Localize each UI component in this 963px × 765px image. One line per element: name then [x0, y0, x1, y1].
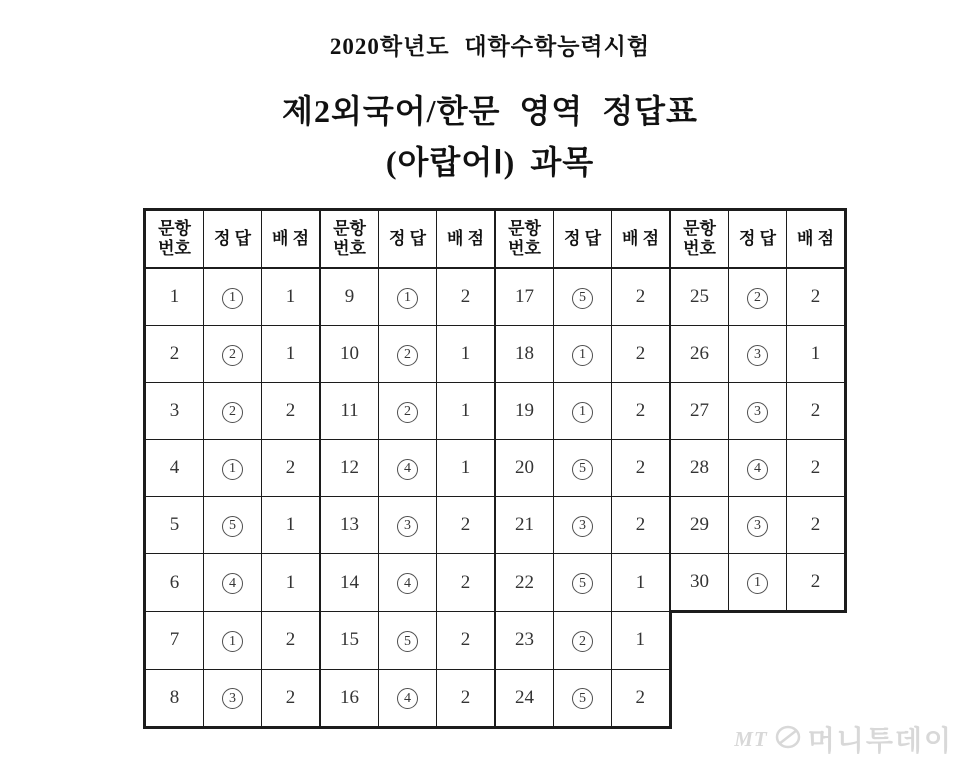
question-number-cell: 30 — [670, 554, 729, 612]
answer-choice-circle: 1 — [222, 288, 243, 309]
question-number-cell: 4 — [145, 440, 204, 497]
answer-choice-circle: 5 — [222, 516, 243, 537]
empty-cell — [729, 612, 787, 670]
header-points: 배 점 — [437, 210, 496, 269]
answer-choice-circle: 4 — [747, 459, 768, 480]
points-cell: 2 — [437, 612, 496, 670]
answer-cell — [729, 497, 787, 554]
points-cell: 2 — [262, 669, 321, 727]
question-number-cell: 19 — [495, 383, 554, 440]
header-question-no: 문항 번호 — [670, 210, 729, 269]
question-number-cell: 28 — [670, 440, 729, 497]
answer-cell — [379, 383, 437, 440]
table-header-row — [145, 210, 846, 269]
points-cell: 1 — [437, 326, 496, 383]
table-row — [145, 497, 846, 554]
question-number-cell: 12 — [320, 440, 379, 497]
answer-choice-circle: 2 — [397, 402, 418, 423]
answer-cell — [729, 440, 787, 497]
answer-cell — [379, 669, 437, 727]
answer-choice-circle: 5 — [572, 288, 593, 309]
header-points: 배 점 — [787, 210, 846, 269]
points-cell: 2 — [787, 268, 846, 326]
table-row — [145, 612, 846, 670]
moneytoday-logo-text: 머니투데이 — [807, 725, 953, 756]
question-number-cell: 8 — [145, 669, 204, 727]
points-cell: 1 — [612, 612, 671, 670]
points-cell: 1 — [787, 326, 846, 383]
answer-cell — [554, 497, 612, 554]
answer-cell — [204, 669, 262, 727]
question-number-cell: 11 — [320, 383, 379, 440]
header-question-no: 문항 번호 — [320, 210, 379, 269]
answer-choice-circle: 3 — [397, 516, 418, 537]
moneytoday-watermark — [734, 719, 953, 759]
answer-choice-circle: 1 — [747, 573, 768, 594]
answer-cell — [554, 669, 612, 727]
points-cell: 2 — [437, 268, 496, 326]
empty-cell — [670, 612, 729, 670]
answer-choice-circle: 2 — [222, 402, 243, 423]
question-number-cell: 6 — [145, 554, 204, 612]
answer-cell — [554, 268, 612, 326]
answer-cell — [379, 554, 437, 612]
question-number-cell: 10 — [320, 326, 379, 383]
answer-choice-circle: 2 — [222, 345, 243, 366]
answer-cell — [729, 268, 787, 326]
points-cell: 2 — [262, 383, 321, 440]
answer-cell — [379, 612, 437, 670]
question-number-cell: 29 — [670, 497, 729, 554]
answer-cell — [554, 326, 612, 383]
points-cell: 1 — [437, 440, 496, 497]
answer-choice-circle: 1 — [572, 345, 593, 366]
table-row — [145, 383, 846, 440]
points-cell: 2 — [437, 669, 496, 727]
answer-choice-circle: 3 — [747, 402, 768, 423]
answer-cell — [379, 440, 437, 497]
points-cell: 2 — [787, 554, 846, 612]
answer-choice-circle: 3 — [572, 516, 593, 537]
points-cell: 2 — [437, 497, 496, 554]
points-cell: 1 — [262, 326, 321, 383]
header-answer: 정 답 — [379, 210, 437, 269]
question-number-cell: 26 — [670, 326, 729, 383]
question-number-cell: 24 — [495, 669, 554, 727]
question-number-cell: 14 — [320, 554, 379, 612]
points-cell: 2 — [612, 326, 671, 383]
header-question-no: 문항 번호 — [145, 210, 204, 269]
answer-choice-circle: 1 — [397, 288, 418, 309]
mt-logo-text: MT — [734, 726, 768, 751]
answer-choice-circle: 4 — [397, 688, 418, 709]
question-number-cell: 7 — [145, 612, 204, 670]
points-cell: 2 — [612, 268, 671, 326]
question-number-cell: 25 — [670, 268, 729, 326]
question-number-cell: 15 — [320, 612, 379, 670]
answer-cell — [554, 554, 612, 612]
table-row — [145, 440, 846, 497]
exam-year-title: 2020학년도 대학수학능력시험 — [329, 34, 651, 59]
answer-choice-circle: 3 — [222, 688, 243, 709]
answer-choice-circle: 4 — [397, 573, 418, 594]
empty-cell — [787, 612, 846, 670]
answer-table-wrapper — [143, 208, 847, 729]
points-cell: 2 — [612, 383, 671, 440]
points-cell: 1 — [612, 554, 671, 612]
answer-cell — [379, 497, 437, 554]
answer-choice-circle: 5 — [572, 688, 593, 709]
question-number-cell: 23 — [495, 612, 554, 670]
answer-choice-circle: 5 — [572, 459, 593, 480]
answer-cell — [204, 554, 262, 612]
points-cell: 2 — [787, 383, 846, 440]
answer-cell — [554, 440, 612, 497]
moneytoday-circle-icon — [775, 724, 801, 755]
points-cell: 2 — [612, 669, 671, 727]
answer-cell — [729, 326, 787, 383]
answer-cell — [729, 554, 787, 612]
empty-cell — [670, 669, 729, 727]
table-row — [145, 268, 846, 326]
question-number-cell: 20 — [495, 440, 554, 497]
points-cell: 1 — [262, 554, 321, 612]
header-answer: 정 답 — [729, 210, 787, 269]
section-title: 제2외국어/한문 영역 정답표 — [282, 93, 698, 129]
answer-choice-circle: 2 — [397, 345, 418, 366]
answer-cell — [204, 268, 262, 326]
question-number-cell: 21 — [495, 497, 554, 554]
header-answer: 정 답 — [554, 210, 612, 269]
points-cell: 2 — [787, 440, 846, 497]
question-number-cell: 16 — [320, 669, 379, 727]
table-row — [145, 554, 846, 612]
answer-cell — [379, 326, 437, 383]
points-cell: 2 — [612, 440, 671, 497]
question-number-cell: 13 — [320, 497, 379, 554]
header-answer: 정 답 — [204, 210, 262, 269]
points-cell: 2 — [262, 440, 321, 497]
question-number-cell: 17 — [495, 268, 554, 326]
answer-cell — [204, 497, 262, 554]
question-number-cell: 22 — [495, 554, 554, 612]
question-number-cell: 5 — [145, 497, 204, 554]
title-block — [0, 28, 963, 183]
subject-title: (아랍어Ⅰ) 과목 — [385, 144, 595, 180]
answer-choice-circle: 2 — [747, 288, 768, 309]
header-question-no: 문항 번호 — [495, 210, 554, 269]
answer-choice-circle: 3 — [747, 345, 768, 366]
answer-choice-circle: 4 — [397, 459, 418, 480]
answer-cell — [554, 383, 612, 440]
answer-cell — [379, 268, 437, 326]
answer-choice-circle: 5 — [572, 573, 593, 594]
answer-table — [143, 208, 847, 729]
points-cell: 2 — [612, 497, 671, 554]
answer-choice-circle: 3 — [747, 516, 768, 537]
points-cell: 1 — [262, 497, 321, 554]
points-cell: 1 — [262, 268, 321, 326]
answer-choice-circle: 1 — [572, 402, 593, 423]
answer-cell — [204, 612, 262, 670]
question-number-cell: 18 — [495, 326, 554, 383]
points-cell: 2 — [437, 554, 496, 612]
question-number-cell: 27 — [670, 383, 729, 440]
answer-cell — [729, 383, 787, 440]
table-row — [145, 326, 846, 383]
answer-choice-circle: 2 — [572, 631, 593, 652]
points-cell: 1 — [437, 383, 496, 440]
answer-cell — [204, 383, 262, 440]
header-points: 배 점 — [612, 210, 671, 269]
question-number-cell: 2 — [145, 326, 204, 383]
answer-choice-circle: 5 — [397, 631, 418, 652]
points-cell: 2 — [787, 497, 846, 554]
answer-cell — [204, 326, 262, 383]
points-cell: 2 — [262, 612, 321, 670]
answer-cell — [554, 612, 612, 670]
question-number-cell: 3 — [145, 383, 204, 440]
answer-choice-circle: 4 — [222, 573, 243, 594]
question-number-cell: 9 — [320, 268, 379, 326]
answer-choice-circle: 1 — [222, 459, 243, 480]
answer-cell — [204, 440, 262, 497]
answer-choice-circle: 1 — [222, 631, 243, 652]
header-points: 배 점 — [262, 210, 321, 269]
question-number-cell: 1 — [145, 268, 204, 326]
